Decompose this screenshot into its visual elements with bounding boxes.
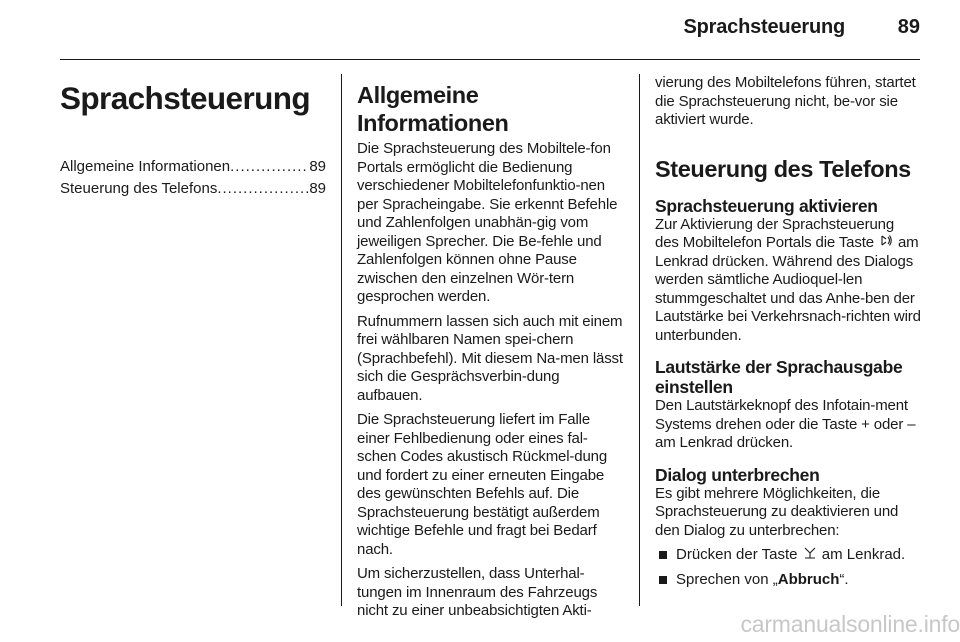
speak-icon bbox=[878, 234, 894, 253]
subsection-heading: Sprachsteuerung aktivieren bbox=[655, 195, 878, 216]
watermark: carmanualsonline.info bbox=[740, 611, 960, 637]
hangup-icon bbox=[802, 546, 818, 565]
subsection-activate bbox=[655, 196, 921, 346]
text-run: “. bbox=[839, 570, 849, 588]
text-run: Sprechen von „ bbox=[676, 570, 778, 588]
toc-leader bbox=[217, 179, 309, 199]
text-run: am Lenkrad drücken. Während des Dialogs werden sämtliche Audioquel-len stummgeschaltet und das Anhe-ben der Lautstärke bei Verkehrsnach-richten wird unterbunden. bbox=[655, 234, 921, 344]
toc-leader bbox=[230, 157, 309, 177]
bullet-square bbox=[659, 576, 667, 584]
list-item bbox=[655, 571, 921, 590]
page-number: 89 bbox=[897, 16, 920, 38]
paragraph-continuation: vierung des Mobiltelefons führen, startet die Sprachsteuerung nicht, be-vor sie aktiviert wurde. bbox=[655, 74, 916, 128]
section-heading: Steuerung des Telefons bbox=[655, 155, 911, 182]
paragraph: Die Sprachsteuerung des Mobiltele-fon Portals ermöglicht die Bedienung verschiedener Mobiltelefonfunktio-nen per Spracheingabe. Sie erkennt Befehle und Zahlenfolgen unabhän-gig vom jeweiligen Sprecher. Die Be-fehle und Zahlenfolgen können ohne Pause zwischen den einzelnen Wör-tern gesprochen werden. bbox=[357, 140, 618, 305]
section-heading: Allgemeine Informationen bbox=[357, 82, 509, 136]
paragraph: Es gibt mehrere Möglichkeiten, die Sprachsteuerung zu deaktivieren und den Dialog zu unterbrechen: bbox=[655, 484, 899, 539]
paragraph: Rufnummern lassen sich auch mit einem frei wählbaren Namen spei-chern (Sprachbefehl). Mit diesem Na-men lässt sich die Gesprächsverbin-dung aufbauen. bbox=[357, 312, 623, 404]
bullet-square bbox=[659, 551, 667, 559]
column-divider bbox=[639, 74, 640, 606]
subsection-heading: Lautstärke der Sprachausgabe einstellen bbox=[655, 357, 903, 397]
subsection-volume bbox=[655, 357, 921, 453]
toc-entry-page: 89 bbox=[309, 179, 326, 197]
paragraph: Den Lautstärkeknopf des Infotain-ment Systems drehen oder die Taste + oder – am Lenkrad drücken. bbox=[655, 397, 916, 451]
column-general-info bbox=[357, 74, 626, 627]
column-divider bbox=[341, 74, 342, 606]
chapter-title: Sprachsteuerung bbox=[60, 80, 311, 116]
command-word: Abbruch bbox=[777, 570, 840, 588]
toc-entry-page: 89 bbox=[309, 157, 326, 175]
subsection-interrupt bbox=[655, 465, 921, 590]
list-item bbox=[655, 546, 921, 565]
toc-entry[interactable] bbox=[60, 179, 326, 199]
text-run: Zur Aktivierung der Sprachsteuerung des Mobiltelefon Portals die Taste bbox=[655, 215, 895, 251]
column-toc bbox=[60, 74, 326, 201]
paragraph: Die Sprachsteuerung liefert im Falle einer Fehlbedienung oder eines fal-schen Codes akustisch Rückmel-dung und fordert zu einer erneuten Eingabe des gewünschten Befehls auf. Die Sprachsteuerung bestätigt außerdem wichtige Befehle und fragt bei Bedarf nach. bbox=[357, 411, 608, 558]
text-run: am Lenkrad. bbox=[821, 546, 906, 563]
table-of-contents bbox=[60, 157, 326, 199]
list-item-text bbox=[676, 571, 849, 590]
list-item-text bbox=[676, 546, 905, 565]
toc-entry-title: Steuerung des Telefons bbox=[60, 179, 218, 197]
toc-entry[interactable] bbox=[60, 157, 326, 177]
column-phone-control bbox=[655, 74, 921, 601]
toc-entry-title: Allgemeine Informationen bbox=[60, 157, 231, 175]
paragraph: Um sicherzustellen, dass Unterhal-tungen im Innenraum des Fahrzeugs nicht zu einer unbeabsichtigten Akti- bbox=[357, 565, 598, 619]
text-run: Drücken der Taste bbox=[676, 546, 798, 563]
header-rule bbox=[60, 59, 920, 60]
subsection-heading: Dialog unterbrechen bbox=[655, 464, 820, 485]
paragraph bbox=[655, 216, 921, 346]
running-header-title: Sprachsteuerung bbox=[683, 16, 845, 38]
